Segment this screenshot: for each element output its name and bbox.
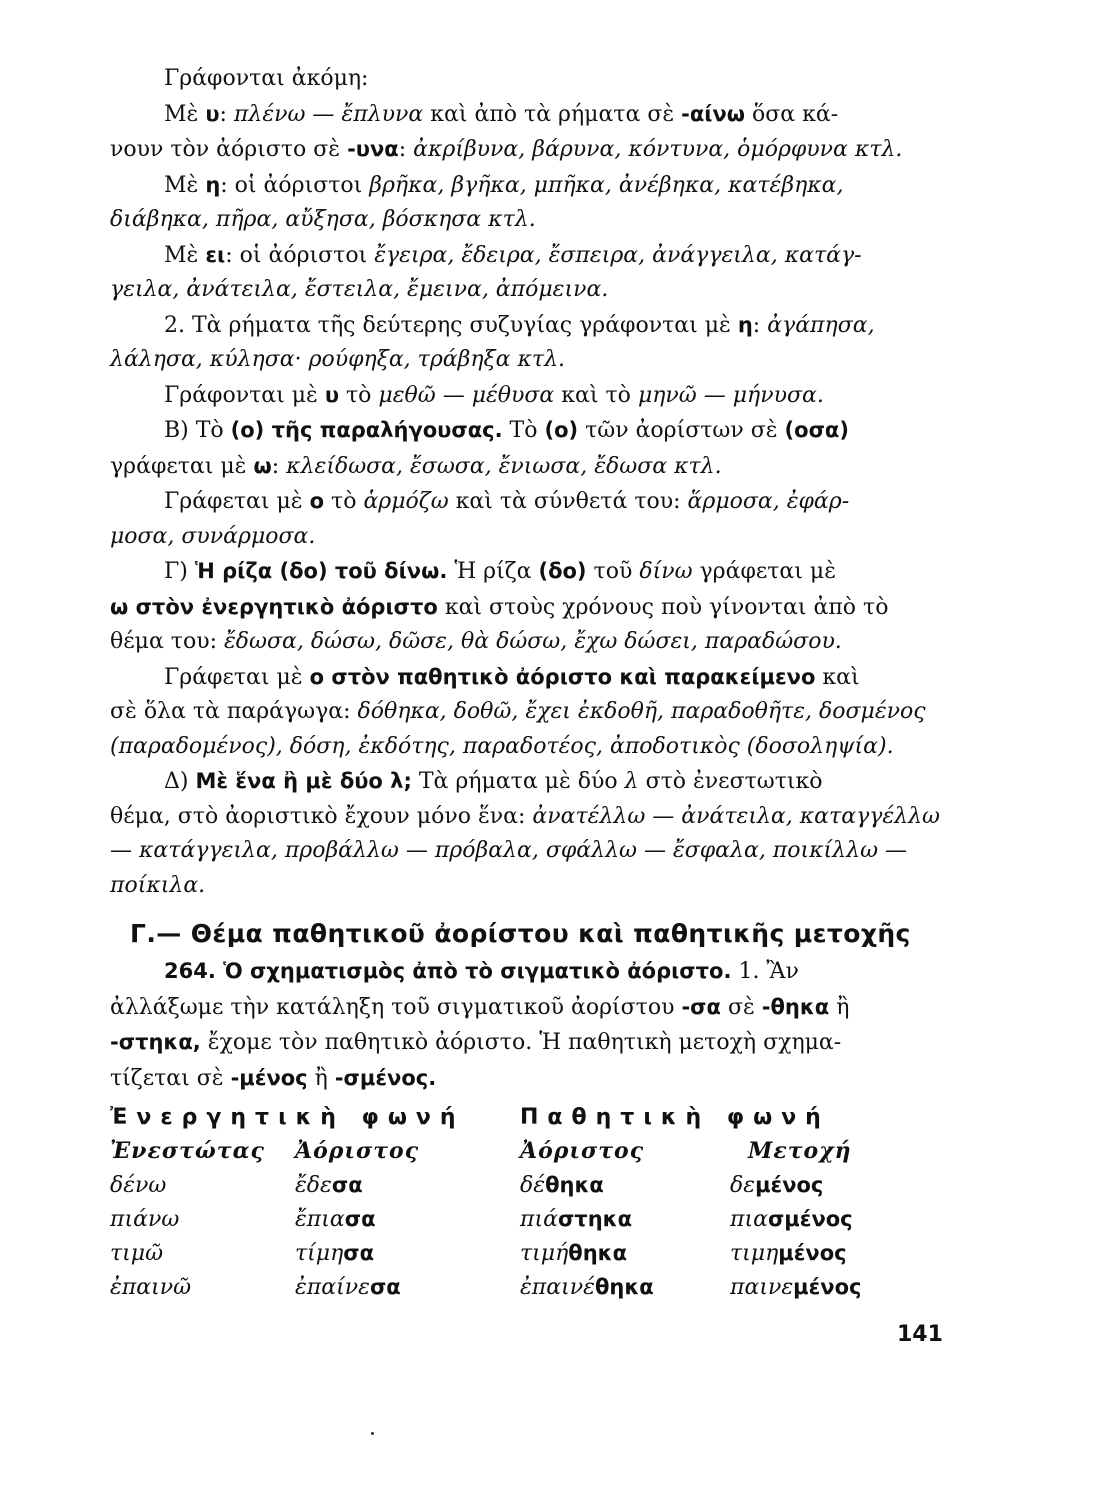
text-line: μοσα, συνάρμοσα. bbox=[110, 523, 316, 549]
text-line: διάβηκα, πῆρα, αὔξησα, βόσκησα κτλ. bbox=[110, 207, 536, 232]
text-line: ποίκιλα. bbox=[110, 872, 206, 898]
table-row bbox=[110, 1202, 870, 1236]
passive-aorist-cell: δέθηκα bbox=[520, 1172, 604, 1198]
text-line: θέμα του: ἔδωσα, δώσω, δῶσε, θὰ δώσω, ἔχω δώσει, παραδώσου. bbox=[110, 629, 842, 654]
aorist-cell: τίμησα bbox=[295, 1240, 375, 1266]
text-line: Μὲ ει: οἱ ἀόριστοι ἔγειρα, ἔδειρα, ἔσπειρα, ἀνάγγειλα, κατάγ- bbox=[164, 242, 862, 268]
participle-cell: πιασμένος bbox=[730, 1206, 853, 1232]
text-line: Γράφεται μὲ ο τὸ ἁρμόζω καὶ τὰ σύνθετά του: ἅρμοσα, ἐφάρ- bbox=[164, 489, 850, 514]
present-cell: ἐπαινῶ bbox=[110, 1274, 192, 1300]
page-number: 141 bbox=[897, 1322, 943, 1347]
column-subheader: Ἀόριστος bbox=[295, 1138, 420, 1164]
conjugation-table bbox=[110, 1100, 870, 1304]
text-line: 264. Ὁ σχηματισμὸς ἀπὸ τὸ σιγματικὸ ἀόριστο. 1. Ἂν bbox=[164, 959, 799, 984]
present-cell: δένω bbox=[110, 1172, 167, 1198]
section-heading: Γ.— Θέμα παθητικοῦ ἀορίστου καὶ παθητικῆς μετοχῆς bbox=[130, 919, 911, 948]
text-line: ω στὸν ἐνεργητικὸ ἀόριστο καὶ στοὺς χρόνους ποὺ γίνονται ἀπὸ τὸ bbox=[110, 594, 889, 620]
table-row bbox=[110, 1168, 870, 1202]
scan-speck bbox=[371, 1432, 374, 1435]
text-line: Μὲ η: οἱ ἀόριστοι βρῆκα, βγῆκα, μπῆκα, ἀνέβηκα, κατέβηκα, bbox=[164, 172, 844, 198]
text-line: Γράφεται μὲ ο στὸν παθητικὸ ἀόριστο καὶ παρακείμενο καὶ bbox=[164, 664, 860, 690]
aorist-cell: ἔπιασα bbox=[295, 1206, 376, 1232]
participle-cell: παινεμένος bbox=[730, 1274, 862, 1300]
column-subheader: Ἐνεστώτας bbox=[110, 1138, 265, 1164]
text-line: τίζεται σὲ -μένος ἢ -σμένος. bbox=[110, 1065, 437, 1091]
passive-aorist-cell: τιμήθηκα bbox=[520, 1240, 628, 1266]
text-line: Γ) Ἡ ρίζα (δο) τοῦ δίνω. Ἡ ρίζα (δο) τοῦ δίνω γράφεται μὲ bbox=[164, 559, 836, 584]
table-row bbox=[110, 1270, 870, 1304]
text-line: νουν τὸν ἀόριστο σὲ -υνα: ἀκρίβυνα, βάρυνα, κόντυνα, ὁμόρφυνα κτλ. bbox=[110, 137, 903, 162]
column-subheader: Ἀόριστος bbox=[520, 1138, 645, 1164]
passive-aorist-cell: ἐπαινέθηκα bbox=[520, 1274, 654, 1300]
present-cell: πιάνω bbox=[110, 1206, 180, 1232]
passive-aorist-cell: πιάστηκα bbox=[520, 1206, 633, 1232]
text-line: θέμα, στὸ ἀοριστικὸ ἔχουν μόνο ἕνα: ἀνατέλλω — ἀνάτειλα, καταγγέλλω bbox=[110, 803, 940, 829]
text-line: σὲ ὅλα τὰ παράγωγα: δόθηκα, δοθῶ, ἔχει ἐκδοθῆ, παραδοθῆτε, δοσμένος bbox=[110, 699, 926, 724]
text-line: (παραδομένος), δόση, ἐκδότης, παραδοτέος, ἀποδοτικὸς (δοσοληψία). bbox=[110, 733, 894, 759]
page-body bbox=[110, 62, 955, 1304]
text-line: Γράφονται ἀκόμη: bbox=[164, 66, 369, 91]
text-line: Δ) Μὲ ἕνα ἢ μὲ δύο λ; Τὰ ρήματα μὲ δύο λ στὸ ἐνεστωτικὸ bbox=[164, 769, 823, 794]
table-row bbox=[110, 1236, 870, 1270]
text-line: γράφεται μὲ ω: κλείδωσα, ἔσωσα, ἔνιωσα, ἔδωσα κτλ. bbox=[110, 453, 722, 479]
text-line: Β) Τὸ (ο) τῆς παραλήγουσας. Τὸ (ο) τῶν ἀορίστων σὲ (οσα) bbox=[164, 418, 849, 443]
text-line: 2. Τὰ ρήματα τῆς δεύτερης συζυγίας γράφονται μὲ η: ἀγάπησα, bbox=[164, 312, 875, 338]
participle-cell: τιμημένος bbox=[730, 1240, 847, 1266]
text-line: -στηκα, ἔχομε τὸν παθητικὸ ἀόριστο. Ἡ παθητικὴ μετοχὴ σχημα- bbox=[110, 1030, 842, 1055]
active-voice-header: Ἐνεργητικὴ φωνή bbox=[110, 1104, 465, 1130]
text-line: λάλησα, κύλησα· ρούφηξα, τράβηξα κτλ. bbox=[110, 347, 566, 372]
text-line: Μὲ υ: πλένω — ἔπλυνα καὶ ἀπὸ τὰ ρήματα σὲ -αίνω ὅσα κά- bbox=[164, 101, 839, 127]
aorist-cell: ἔδεσα bbox=[295, 1172, 363, 1198]
passive-voice-header: Παθητικὴ φωνή bbox=[520, 1104, 830, 1130]
present-cell: τιμῶ bbox=[110, 1240, 164, 1266]
column-subheader: Μετοχή bbox=[748, 1138, 852, 1164]
text-line: — κατάγγειλα, προβάλλω — πρόβαλα, σφάλλω — ἔσφαλα, ποικίλλω — bbox=[110, 838, 908, 863]
text-line: γειλα, ἀνάτειλα, ἔστειλα, ἔμεινα, ἀπόμεινα. bbox=[110, 277, 609, 302]
text-line: ἀλλάξωμε τὴν κατάληξη τοῦ σιγματικοῦ ἀορίστου -σα σὲ -θηκα ἢ bbox=[110, 994, 850, 1020]
participle-cell: δεμένος bbox=[730, 1172, 824, 1198]
text-line: Γράφονται μὲ υ τὸ μεθῶ — μέθυσα καὶ τὸ μηνῶ — μήνυσα. bbox=[164, 382, 824, 408]
aorist-cell: ἐπαίνεσα bbox=[295, 1274, 401, 1300]
